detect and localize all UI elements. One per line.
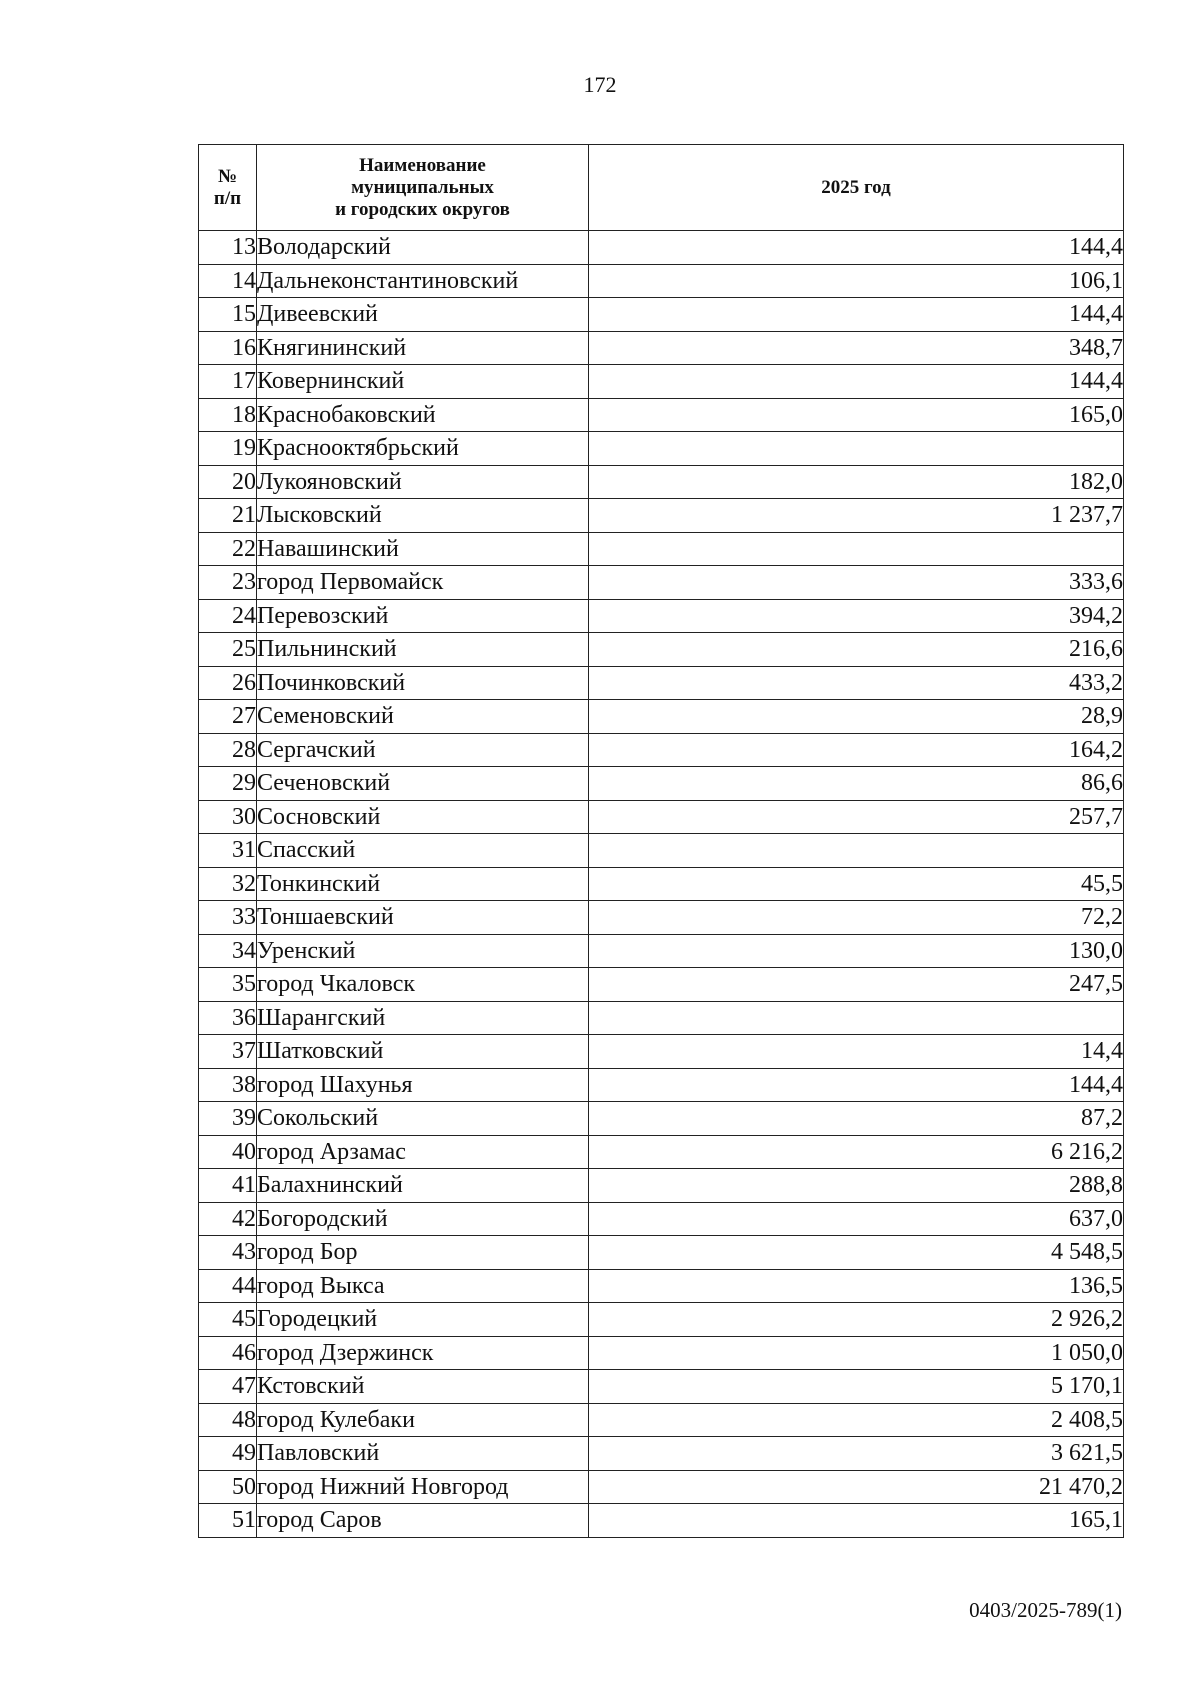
row-number-cell: 28 — [199, 733, 257, 767]
table-row — [199, 231, 1124, 265]
row-number-cell: 46 — [199, 1336, 257, 1370]
row-value-cell: 144,4 — [589, 298, 1124, 332]
row-name-cell: Тоншаевский — [257, 901, 589, 935]
row-name-cell: Пильнинский — [257, 633, 589, 667]
row-number-cell: 21 — [199, 499, 257, 533]
row-name-cell: Лысковский — [257, 499, 589, 533]
table-row — [199, 566, 1124, 600]
row-name-cell: город Бор — [257, 1236, 589, 1270]
table-row — [199, 499, 1124, 533]
row-name-cell: Перевозский — [257, 599, 589, 633]
row-value-cell: 28,9 — [589, 700, 1124, 734]
row-name-cell: Павловский — [257, 1437, 589, 1471]
table-row — [199, 1001, 1124, 1035]
row-number-cell: 49 — [199, 1437, 257, 1471]
row-value-cell: 72,2 — [589, 901, 1124, 935]
row-name-cell: Сосновский — [257, 800, 589, 834]
row-number-cell: 14 — [199, 264, 257, 298]
row-name-cell: Шарангский — [257, 1001, 589, 1035]
row-name-cell: город Чкаловск — [257, 968, 589, 1002]
row-name-cell: город Нижний Новгород — [257, 1470, 589, 1504]
row-value-cell: 165,1 — [589, 1504, 1124, 1538]
table-row — [199, 867, 1124, 901]
row-value-cell: 6 216,2 — [589, 1135, 1124, 1169]
table-row — [199, 1135, 1124, 1169]
row-value-cell: 394,2 — [589, 599, 1124, 633]
row-value-cell: 136,5 — [589, 1269, 1124, 1303]
table-row — [199, 1035, 1124, 1069]
header-name-line-2: муниципальных — [351, 176, 494, 198]
table-row — [199, 733, 1124, 767]
row-number-cell: 51 — [199, 1504, 257, 1538]
table-row — [199, 633, 1124, 667]
row-value-cell: 106,1 — [589, 264, 1124, 298]
table-row — [199, 1269, 1124, 1303]
table-row — [199, 700, 1124, 734]
row-number-cell: 25 — [199, 633, 257, 667]
municipal-allocation-table — [198, 144, 1124, 1538]
row-number-cell: 26 — [199, 666, 257, 700]
table-row — [199, 767, 1124, 801]
row-number-cell: 36 — [199, 1001, 257, 1035]
row-value-cell: 257,7 — [589, 800, 1124, 834]
row-number-cell: 50 — [199, 1470, 257, 1504]
header-name-column — [257, 145, 589, 231]
table-row — [199, 1102, 1124, 1136]
row-value-cell: 144,4 — [589, 1068, 1124, 1102]
row-number-cell: 47 — [199, 1370, 257, 1404]
row-value-cell: 86,6 — [589, 767, 1124, 801]
row-value-cell: 5 170,1 — [589, 1370, 1124, 1404]
row-name-cell: Дивеевский — [257, 298, 589, 332]
row-name-cell: Дальнеконстантиновский — [257, 264, 589, 298]
row-value-cell: 45,5 — [589, 867, 1124, 901]
row-value-cell: 2 926,2 — [589, 1303, 1124, 1337]
row-number-cell: 32 — [199, 867, 257, 901]
row-name-cell: Тонкинский — [257, 867, 589, 901]
row-name-cell: город Дзержинск — [257, 1336, 589, 1370]
row-value-cell: 247,5 — [589, 968, 1124, 1002]
row-number-cell: 33 — [199, 901, 257, 935]
table-row — [199, 1068, 1124, 1102]
row-number-cell: 27 — [199, 700, 257, 734]
row-value-cell: 87,2 — [589, 1102, 1124, 1136]
row-value-cell: 14,4 — [589, 1035, 1124, 1069]
row-name-cell: город Саров — [257, 1504, 589, 1538]
row-name-cell: Володарский — [257, 231, 589, 265]
row-name-cell: Сеченовский — [257, 767, 589, 801]
table-row — [199, 532, 1124, 566]
table-row — [199, 1169, 1124, 1203]
row-number-cell: 34 — [199, 934, 257, 968]
row-name-cell: Княгининский — [257, 331, 589, 365]
row-value-cell: 165,0 — [589, 398, 1124, 432]
row-number-cell: 31 — [199, 834, 257, 868]
row-value-cell: 333,6 — [589, 566, 1124, 600]
table-row — [199, 1403, 1124, 1437]
row-name-cell: Шатковский — [257, 1035, 589, 1069]
row-name-cell: город Выкса — [257, 1269, 589, 1303]
row-name-cell: Уренский — [257, 934, 589, 968]
row-number-cell: 38 — [199, 1068, 257, 1102]
row-number-cell: 19 — [199, 432, 257, 466]
row-value-cell: 144,4 — [589, 231, 1124, 265]
row-value-cell: 1 237,7 — [589, 499, 1124, 533]
row-value-cell — [589, 432, 1124, 466]
row-name-cell: Сокольский — [257, 1102, 589, 1136]
page-number: 172 — [583, 72, 617, 97]
table-row — [199, 465, 1124, 499]
row-name-cell: Ковернинский — [257, 365, 589, 399]
table-row — [199, 599, 1124, 633]
row-number-cell: 45 — [199, 1303, 257, 1337]
row-value-cell: 4 548,5 — [589, 1236, 1124, 1270]
row-value-cell: 1 050,0 — [589, 1336, 1124, 1370]
table-row — [199, 432, 1124, 466]
row-number-cell: 13 — [199, 231, 257, 265]
row-value-cell: 2 408,5 — [589, 1403, 1124, 1437]
row-number-cell: 29 — [199, 767, 257, 801]
row-value-cell — [589, 1001, 1124, 1035]
document-code: 0403/2025-789(1) — [969, 1598, 1122, 1622]
row-number-cell: 17 — [199, 365, 257, 399]
row-name-cell: Навашинский — [257, 532, 589, 566]
row-name-cell: Семеновский — [257, 700, 589, 734]
row-number-cell: 48 — [199, 1403, 257, 1437]
row-number-cell: 24 — [199, 599, 257, 633]
table-row — [199, 331, 1124, 365]
row-name-cell: Краснооктябрьский — [257, 432, 589, 466]
row-number-cell: 44 — [199, 1269, 257, 1303]
row-number-cell: 18 — [199, 398, 257, 432]
row-value-cell: 130,0 — [589, 934, 1124, 968]
table-row — [199, 398, 1124, 432]
row-number-cell: 43 — [199, 1236, 257, 1270]
row-value-cell: 3 621,5 — [589, 1437, 1124, 1471]
table-row — [199, 1336, 1124, 1370]
row-number-cell: 40 — [199, 1135, 257, 1169]
table-row — [199, 1202, 1124, 1236]
row-name-cell: Балахнинский — [257, 1169, 589, 1203]
table-row — [199, 834, 1124, 868]
row-name-cell: Спасский — [257, 834, 589, 868]
table-row — [199, 1370, 1124, 1404]
row-number-cell: 23 — [199, 566, 257, 600]
row-number-cell: 37 — [199, 1035, 257, 1069]
row-name-cell: Краснобаковский — [257, 398, 589, 432]
row-value-cell: 144,4 — [589, 365, 1124, 399]
row-name-cell: Городецкий — [257, 1303, 589, 1337]
table-row — [199, 264, 1124, 298]
row-name-cell: Сергачский — [257, 733, 589, 767]
table-row — [199, 666, 1124, 700]
header-row — [199, 145, 1124, 231]
table-row — [199, 800, 1124, 834]
row-value-cell: 21 470,2 — [589, 1470, 1124, 1504]
header-number-abbrev: п/п — [213, 187, 242, 209]
table-body — [199, 231, 1124, 1538]
row-value-cell: 164,2 — [589, 733, 1124, 767]
row-number-cell: 42 — [199, 1202, 257, 1236]
table-row — [199, 1470, 1124, 1504]
header-name-line-3: и городских округов — [335, 198, 510, 220]
row-value-cell: 433,2 — [589, 666, 1124, 700]
row-number-cell: 22 — [199, 532, 257, 566]
row-name-cell: город Кулебаки — [257, 1403, 589, 1437]
row-number-cell: 39 — [199, 1102, 257, 1136]
row-value-cell: 348,7 — [589, 331, 1124, 365]
row-value-cell: 637,0 — [589, 1202, 1124, 1236]
row-name-cell: Кстовский — [257, 1370, 589, 1404]
row-number-cell: 30 — [199, 800, 257, 834]
row-number-cell: 41 — [199, 1169, 257, 1203]
row-value-cell — [589, 834, 1124, 868]
header-year-column: 2025 год — [589, 145, 1124, 231]
row-number-cell: 20 — [199, 465, 257, 499]
header-number-symbol: № — [217, 165, 238, 187]
row-name-cell: Починковский — [257, 666, 589, 700]
table-row — [199, 298, 1124, 332]
table-row — [199, 1504, 1124, 1538]
row-number-cell: 16 — [199, 331, 257, 365]
row-name-cell: Лукояновский — [257, 465, 589, 499]
table-row — [199, 1437, 1124, 1471]
row-value-cell: 182,0 — [589, 465, 1124, 499]
table-row — [199, 1303, 1124, 1337]
table-row — [199, 934, 1124, 968]
header-name-line-1: Наименование — [359, 154, 486, 176]
table-row — [199, 1236, 1124, 1270]
row-name-cell: Богородский — [257, 1202, 589, 1236]
row-value-cell: 216,6 — [589, 633, 1124, 667]
table-row — [199, 365, 1124, 399]
table-row — [199, 968, 1124, 1002]
row-name-cell: город Шахунья — [257, 1068, 589, 1102]
row-number-cell: 15 — [199, 298, 257, 332]
table-row — [199, 901, 1124, 935]
row-value-cell — [589, 532, 1124, 566]
row-name-cell: город Первомайск — [257, 566, 589, 600]
header-number-column — [199, 145, 257, 231]
row-name-cell: город Арзамас — [257, 1135, 589, 1169]
row-value-cell: 288,8 — [589, 1169, 1124, 1203]
row-number-cell: 35 — [199, 968, 257, 1002]
table-header — [199, 145, 1124, 231]
